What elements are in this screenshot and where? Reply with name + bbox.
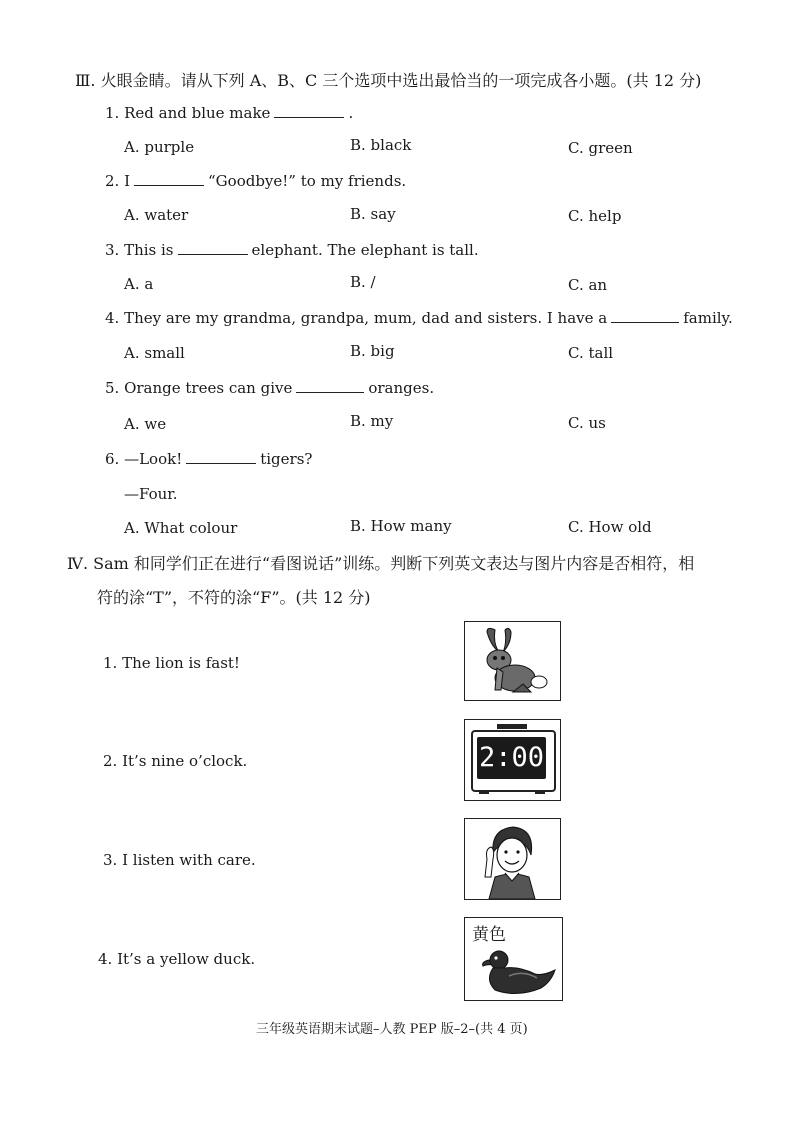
clock-foot-left (479, 790, 489, 794)
section-4-heading-line-1: Ⅳ. Sam 和同学们正在进行“看图说话”训练。判断下列英文表达与图片内容是否相符，相 (67, 554, 695, 573)
duck-icon (465, 918, 562, 1000)
section-4-heading-line-2: 符的涂“T”，不符的涂“F”。(共 12 分) (97, 588, 371, 607)
section-3-heading: Ⅲ. 火眼金睛。请从下列 A、B、C 三个选项中选出最恰当的一项完成各小题。(共 12 分) (75, 71, 702, 90)
option-4b: B. big (350, 342, 395, 360)
woman-icon (465, 819, 560, 899)
answer-blank (611, 321, 679, 323)
statement-3: 3. I listen with care. (103, 851, 256, 869)
option-6a: A. What colour (124, 519, 238, 537)
question-1-text: 1. Red and blue make (105, 104, 271, 122)
question-2-text: 2. I (105, 172, 131, 190)
statement-2: 2. It’s nine o’clock. (103, 752, 248, 770)
question-1-end: . (348, 104, 354, 122)
answer-blank (296, 391, 364, 393)
option-5a: A. we (124, 415, 167, 433)
question-4 (105, 309, 733, 327)
question-5 (105, 379, 434, 397)
option-5b: B. my (350, 412, 394, 430)
option-2b: B. say (350, 205, 396, 223)
option-6c: C. How old (568, 518, 652, 536)
option-3b: B. / (350, 273, 376, 291)
question-6-reply: —Four. (124, 485, 178, 503)
clock-display: 2:00 (478, 742, 545, 773)
option-2a: A. water (124, 206, 189, 224)
option-3a: A. a (124, 275, 154, 293)
question-5-end: oranges. (368, 379, 435, 397)
rabbit-picture (464, 621, 561, 701)
question-4-end: family. (683, 309, 733, 327)
option-6b: B. How many (350, 517, 452, 535)
option-1b: B. black (350, 136, 412, 154)
question-6-text: 6. —Look! (105, 450, 183, 468)
statement-1: 1. The lion is fast! (103, 654, 240, 672)
statement-4: 4. It’s a yellow duck. (98, 950, 256, 968)
question-4-text: 4. They are my grandma, grandpa, mum, dad and sisters. I have a (105, 309, 608, 327)
question-3-end: elephant. The elephant is tall. (251, 241, 479, 259)
question-3-text: 3. This is (105, 241, 174, 259)
clock-top-bar (497, 724, 527, 729)
woman-picture (464, 818, 561, 900)
color-label: 黄色 (472, 925, 506, 945)
answer-blank (178, 253, 248, 255)
clock-foot-right (535, 790, 545, 794)
answer-blank (274, 116, 344, 118)
option-2c: C. help (568, 207, 622, 225)
question-6-end: tigers? (260, 450, 313, 468)
duck-picture (464, 917, 563, 1001)
option-1a: A. purple (124, 138, 195, 156)
question-6 (105, 450, 312, 468)
option-1c: C. green (568, 139, 633, 157)
question-3 (105, 241, 479, 259)
clock-picture (464, 719, 561, 801)
option-5c: C. us (568, 414, 606, 432)
option-3c: C. an (568, 276, 608, 294)
page-footer: 三年级英语期末试题–人教 PEP 版–2–(共 4 页) (256, 1022, 528, 1037)
question-1 (105, 104, 353, 122)
answer-blank (186, 462, 256, 464)
question-5-text: 5. Orange trees can give (105, 379, 293, 397)
option-4c: C. tall (568, 344, 614, 362)
question-2-end: “Goodbye!” to my friends. (208, 172, 407, 190)
rabbit-icon (465, 622, 560, 700)
option-4a: A. small (124, 344, 185, 362)
question-2 (105, 172, 406, 190)
answer-blank (134, 184, 204, 186)
